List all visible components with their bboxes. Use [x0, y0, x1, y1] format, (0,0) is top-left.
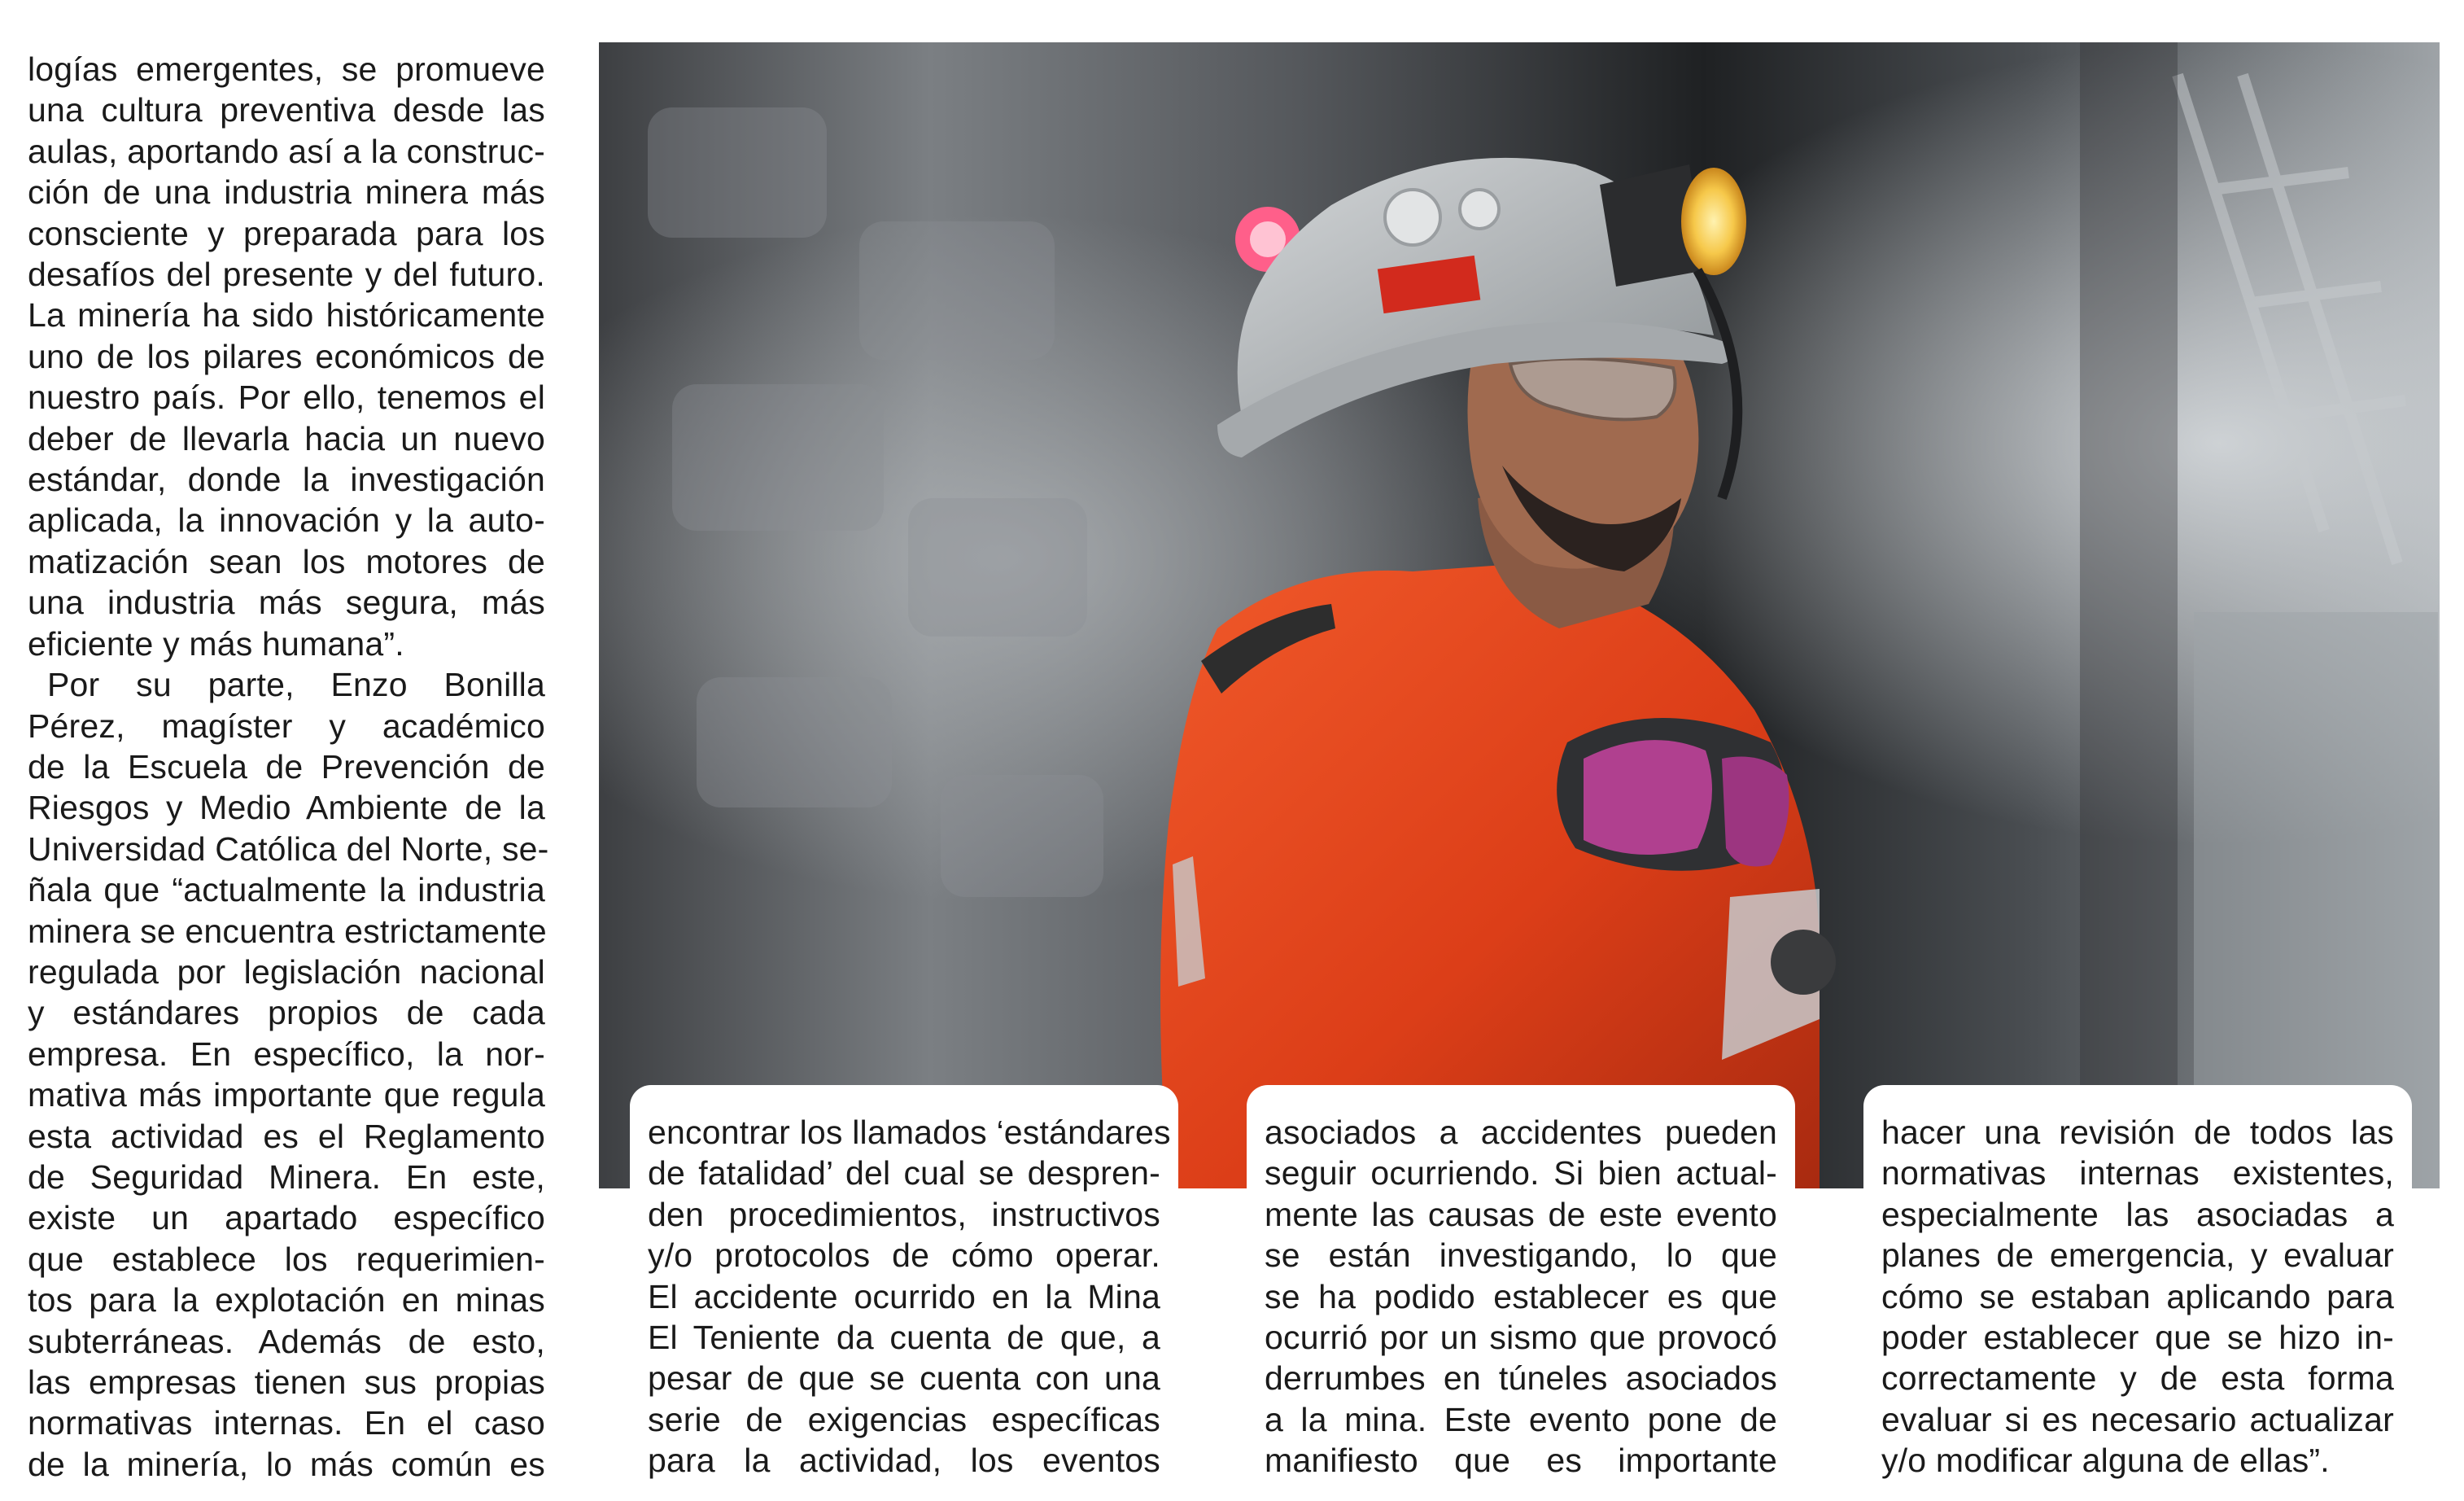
text-line: poder establecer que se hizo in- — [1881, 1319, 2394, 1357]
text-line: Riesgos y Medio Ambiente de la — [28, 789, 545, 827]
text-line: se están investigando, lo que — [1265, 1236, 1777, 1275]
text-line: Pérez, magíster y académico — [28, 707, 545, 745]
text-line: deber de llevarla hacia un nuevo — [28, 419, 545, 457]
text-line: empresa. En específico, la nor- — [28, 1035, 545, 1073]
text-line: El accidente ocurrido en la Mina — [648, 1277, 1160, 1315]
text-line: eficiente y más humana”. — [28, 624, 404, 663]
text-line: aplicada, la innovación y la auto- — [28, 501, 545, 540]
text-line: aulas, aportando así a la construc- — [28, 132, 546, 170]
article-column-2 — [648, 1112, 1171, 1481]
text-line: Por su parte, Enzo Bonilla — [47, 666, 545, 704]
article-column-4 — [1881, 1112, 2394, 1481]
text-line: una industria más segura, más — [28, 584, 545, 622]
text-line: mativa más importante que regula — [28, 1076, 545, 1114]
text-line: hacer una revisión de todos las — [1881, 1114, 2394, 1151]
text-line: cómo se estaban aplicando para — [1881, 1277, 2394, 1315]
article-column-3 — [1265, 1112, 1777, 1481]
text-line: pesar de que se cuenta con una — [648, 1359, 1160, 1398]
text-box-column-3 — [1247, 1085, 1795, 1501]
text-line: subterráneas. Además de esto, — [28, 1322, 545, 1360]
text-line: y/o modificar alguna de ellas”. — [1881, 1442, 2330, 1480]
text-box-column-4 — [1863, 1085, 2412, 1501]
text-line: desafíos del presente y del futuro. — [28, 256, 545, 294]
text-line: normativas internas. En el caso — [28, 1404, 545, 1442]
text-line: especialmente las asociadas a — [1881, 1195, 2394, 1233]
text-line: estándar, donde la investigación — [28, 461, 545, 499]
text-line: las empresas tienen sus propias — [28, 1363, 545, 1401]
text-line: regulada por legislación nacional — [28, 952, 545, 991]
text-line: de la minería, lo más común es — [28, 1445, 545, 1483]
text-line: evaluar si es necesario actualizar — [1881, 1400, 2394, 1438]
text-line: de la Escuela de Prevención de — [28, 747, 545, 786]
text-line: nuestro país. Por ello, tenemos el — [28, 379, 545, 417]
text-line: logías emergentes, se promueve — [28, 50, 545, 88]
text-line: normativas internas existentes, — [1881, 1154, 2394, 1192]
text-line: matización sean los motores de — [28, 542, 545, 580]
text-line: El Teniente da cuenta de que, a — [648, 1319, 1160, 1357]
text-line: para la actividad, los eventos — [648, 1442, 1160, 1480]
text-line: de Seguridad Minera. En este, — [28, 1157, 545, 1196]
text-line: consciente y preparada para los — [28, 214, 545, 252]
text-line: asociados a accidentes pueden — [1265, 1114, 1777, 1151]
text-line: Universidad Católica del Norte, se- — [28, 829, 549, 868]
text-line: y estándares propios de cada — [28, 994, 545, 1032]
text-line: a la mina. Este evento pone de — [1265, 1400, 1777, 1438]
text-line: ñala que “actualmente la industria — [28, 871, 545, 909]
text-line: esta actividad es el Reglamento — [28, 1117, 545, 1155]
text-line: ción de una industria minera más — [28, 173, 545, 212]
text-line: manifiesto que es importante — [1265, 1442, 1777, 1480]
text-line: que establece los requerimien- — [28, 1240, 545, 1278]
text-line: serie de exigencias específicas — [648, 1400, 1160, 1438]
text-line: existe un apartado específico — [28, 1199, 545, 1237]
text-line: una cultura preventiva desde las — [28, 91, 545, 129]
text-line: mente las causas de este evento — [1265, 1195, 1777, 1233]
text-line: se ha podido establecer es que — [1265, 1277, 1777, 1315]
text-line: La minería ha sido históricamente — [28, 296, 545, 335]
article-column-left — [28, 49, 549, 1485]
text-line: seguir ocurriendo. Si bien actual- — [1265, 1154, 1777, 1192]
text-line: y/o protocolos de cómo operar. — [648, 1236, 1160, 1275]
text-line: uno de los pilares económicos de — [28, 337, 545, 375]
text-line: de fatalidad’ del cual se despren- — [648, 1154, 1160, 1192]
text-line: encontrar los llamados ‘estándares — [648, 1114, 1171, 1151]
miner-photo — [599, 42, 2440, 1188]
text-line: planes de emergencia, y evaluar — [1881, 1236, 2394, 1275]
text-line: ocurrió por un sismo que provocó — [1265, 1319, 1777, 1357]
text-line: den procedimientos, instructivos — [648, 1195, 1160, 1233]
text-line: correctamente y de esta forma — [1881, 1359, 2394, 1398]
text-line: derrumbes en túneles asociados — [1265, 1359, 1777, 1398]
text-line: tos para la explotación en minas — [28, 1281, 545, 1319]
text-box-column-2 — [630, 1085, 1178, 1501]
text-line: minera se encuentra estrictamente — [28, 912, 547, 950]
